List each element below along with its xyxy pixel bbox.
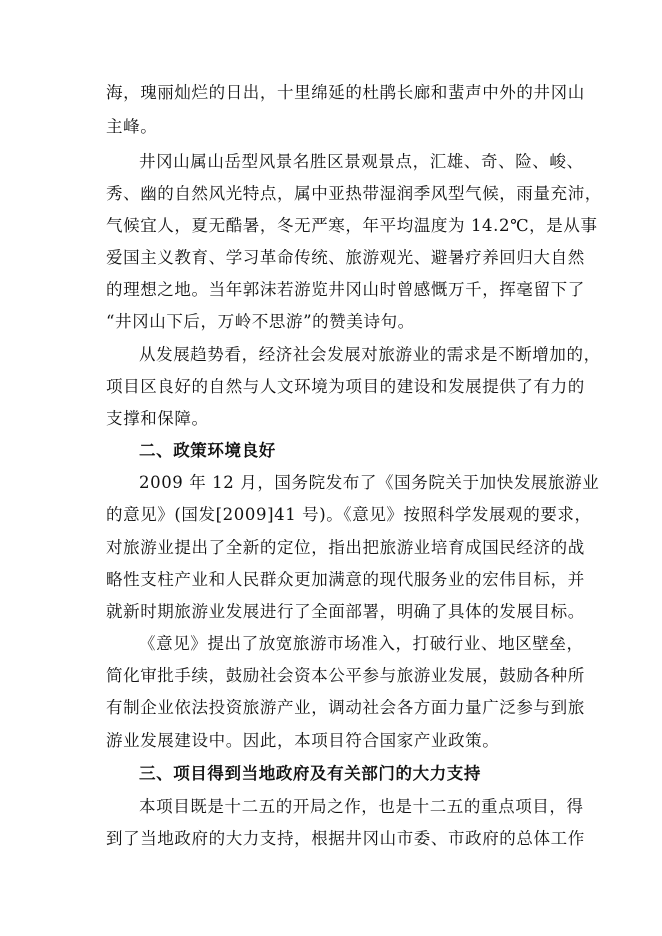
body-text-line: 到了当地政府的大力支持，根据井冈山市委、市政府的总体工作 [106,829,585,848]
body-text-line: 的意见》(国发[2009]41 号)。《意见》按照科学发展观的要求， [106,505,592,524]
section-heading: 三、项目得到当地政府及有关部门的大力支持 [139,764,481,783]
body-text-line: 游业发展建设中。因此，本项目符合国家产业政策。 [106,731,500,750]
body-text-line: 主峰。 [106,117,158,136]
body-text-line: 有制企业依法投资旅游产业，调动社会各方面力量广泛参与到旅 [106,698,585,717]
body-text-line: 项目区良好的自然与人文环境为项目的建设和发展提供了有力的 [106,377,585,396]
body-text-line: 的理想之地。当年郭沫若游览井冈山时曾感慨万千，挥毫留下了 [106,280,585,299]
body-text-line: 气候宜人，夏无酷暑，冬无严寒，年平均温度为 14.2℃，是从事 [106,216,598,235]
body-text-line: 井冈山属山岳型风景名胜区景观景点，汇雄、奇、险、峻、 [139,152,584,171]
body-text-line: 海，瑰丽灿烂的日出，十里绵延的杜鹃长廊和蜚声中外的井冈山 [106,83,585,102]
body-text-line: 秀、幽的自然风光特点，属中亚热带湿润季风型气候，雨量充沛， [106,184,602,203]
body-text-line: 略性支柱产业和人民群众更加满意的现代服务业的宏伟目标，并 [106,570,585,589]
body-text-line: 本项目既是十二五的开局之作，也是十二五的重点项目，得 [139,797,584,816]
body-text-line: 就新时期旅游业发展进行了全面部署，明确了具体的发展目标。 [106,602,585,621]
body-text-line: 简化审批手续，鼓励社会资本公平参与旅游业发展，鼓励各种所 [106,666,585,685]
body-text-line: “井冈山下后，万岭不思游”的赞美诗句。 [106,312,415,331]
section-heading: 二、政策环境良好 [139,441,276,460]
body-text-line: 从发展趋势看，经济社会发展对旅游业的需求是不断增加的， [139,345,601,364]
body-text-line: 2009 年 12 月，国务院发布了《国务院关于加快发展旅游业 [139,473,600,492]
body-text-line: 对旅游业提出了全新的定位，指出把旅游业培育成国民经济的战 [106,538,585,557]
body-text-line: 爱国主义教育、学习革命传统、旅游观光、避暑疗养回归大自然 [106,248,585,267]
body-text-line: 《意见》提出了放宽旅游市场准入，打破行业、地区壁垒， [139,634,584,653]
body-text-line: 支撑和保障。 [106,409,209,428]
